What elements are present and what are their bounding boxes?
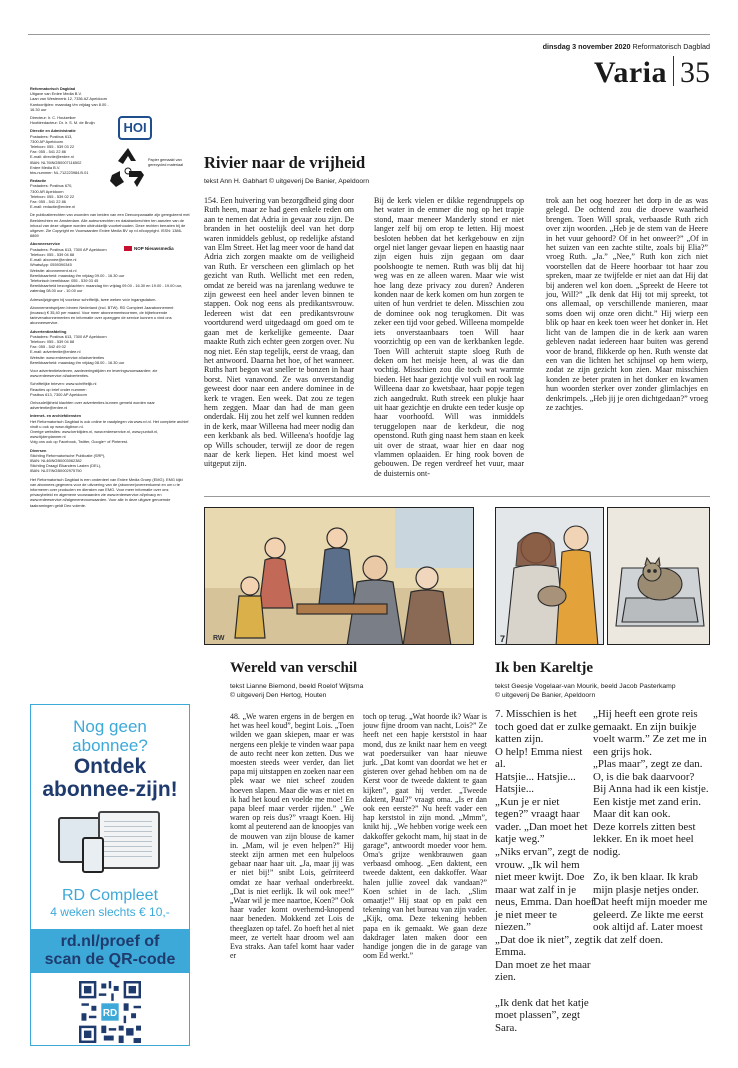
article-column: trok aan het oog hoezeer het dorp in de as was gelegd. De ochtend zou die droeve waarheid brengen. Toen Will sprak, verbaasde Ruth zich over zijn woorden. „Heb je de stem van de Heere in het vuur gehoord? Of in het onweer?” „Of in het suizen van een zachte stilte, zoals bij Elia?” vroeg Ruth. „Ja.” „Nee,” Ruth kon zich niet voorstellen dat de Heere hoorbaar tot haar zou spreken, maar ze twijfelde er niet aan dat Hij dat bij anderen wel kon doen. „Spreekt de Heere tot jou, Will?” „Ik denk dat Hij tot mij spreekt, tot ons allemaal, op verschillende manieren, maar soms doen wij onze oren dicht.” Hij wierp een blik op haar en keek toen weer het donker in. Het licht van de lampen die in de kerk aan waren gebleven nadat iedereen haar buiten was gerend voor de brand, flikkerde op hen. Ruth wenste dat een van die lichten het schijnsel op hem wierp, zodat ze zijn gezicht kon zien. Maar misschien konden ze beter praten in het donker en kwamen hun woorden sterker over zonder glimlachjes en denkrimpels. „Heb jij je oren dichtgedaan?” vroeg ze zachtjes. xyxy=(546,196,708,412)
newspaper-name: Reformatorisch Dagblad xyxy=(632,42,710,51)
ad-line-1: Nog geen xyxy=(73,717,147,736)
section-title: Varia xyxy=(593,56,667,89)
abonnee-heading: Abonneeservice xyxy=(30,241,61,247)
adv-line: Fax: 055 - 542 49 02 xyxy=(30,344,66,350)
phone-icon xyxy=(82,837,104,873)
nop-label: NOP Nieuwsmedia xyxy=(134,246,174,251)
admin-heading: Directie en Administratie xyxy=(30,128,76,134)
header-rule xyxy=(28,34,710,35)
cat-in-litter-box-illustration xyxy=(608,508,710,645)
abonnee-line: Bereikbaarheid: maandag t/m vrijdag 09.00 - 16.30 uur xyxy=(30,272,125,278)
newspaper-lines xyxy=(104,821,152,861)
recycle-caption: Papier gemaakt van gerecycled materiaal xyxy=(148,158,184,167)
nop-logo xyxy=(124,246,174,251)
credit-line: tekst Geesje Vogelaar-van Mourik, beeld Jacob Pasterkamp xyxy=(495,683,676,690)
abonnee-line: WhatsApp: 0559390345 xyxy=(30,262,72,268)
paragraph: „Hij heeft een grote reis gemaakt. En zijn buikje voelt warm.” Ze zet me in een grijs hok. xyxy=(593,708,707,758)
diversen-line: Stichting Reformatorische Publicatie (SRP), xyxy=(30,452,106,458)
admin-line: IBAN: NL76INGB0007116502 xyxy=(30,159,82,165)
ad-offer: 4 weken slechts € 10,- xyxy=(50,905,170,919)
nop-mark-icon xyxy=(124,246,132,251)
comic-panel-kareltje-1 xyxy=(495,507,604,645)
article-credit-wereld xyxy=(230,683,470,700)
comic-panel-wereld xyxy=(204,507,474,645)
article-title-kareltje: Ik ben Kareltje xyxy=(495,660,594,676)
admin-line: Telefoon: 055 - 539 03 22 xyxy=(30,144,75,150)
complaint-text: Onhoudelijkheid klachten over advertenties kunnen gemeld worden naar advertentie@erdee.nl xyxy=(30,399,155,411)
adv-line: Website: www.erdeeservice.nl/advertenties xyxy=(30,354,105,360)
credit-line: © uitgeverij De Banier, Apeldoorn xyxy=(495,691,596,699)
paragraph: „Ik denk dat het katje moet plassen”, zegt Sara. xyxy=(495,996,589,1034)
prices-text: Abonnementsprijzen binnen Nederland (incl. BTW). RD Compleet Jaarabonnement (incasso) € 35,40 per maand. Voor meer abonnementsvormen, de bijbehorende tarievenabonnementen en informatie over opzeggen de service kunnen u vind ons abonneeservice. xyxy=(30,304,174,326)
colophon-intro-2: Laan van Westenenk 12, 7336 AZ Apeldoorn xyxy=(30,96,108,102)
diversen-line: IBAN: NL57INGB0002975750 xyxy=(30,468,82,474)
paragraph: Bij Anna had ik een kistje. Een kistje met zand erin. Maar dit kan ook. xyxy=(593,783,709,821)
paragraph: Zo, ik ben klaar. Ik krab mijn plasje netjes onder. Dat heeft mijn moeder me geleerd. Ze likte me eerst ook altijd af. Later moest ik dat zelf doen. xyxy=(593,871,708,946)
adv-note: Voor advertentietarieven, aanleveringstijden en leveringsvoorwaarden: zie www.erdeeservice.nl/advertenties. xyxy=(30,367,158,379)
qr-code-icon[interactable] xyxy=(79,981,141,1043)
abonnee-line: Telefoon: 055 - 539 04 88 xyxy=(30,251,75,257)
address-note: Adreswijzigingen bij voorkeur schriftelijk, twee weken vóór ingangsdatum. xyxy=(30,296,157,302)
comic-panel-number: 7 xyxy=(500,634,506,644)
colophon-title: Reformatorisch Dagblad xyxy=(30,86,76,91)
ad-cta-line-2: scan de QR-code xyxy=(44,951,176,968)
article-column xyxy=(495,708,595,1034)
ad-product: RD Compleet xyxy=(61,887,159,904)
adv-line: E-mail: advertentie@erdee.nl xyxy=(30,349,81,355)
abonnee-line: Postadres: Postbus 613, 7300 AP Apeldoorn xyxy=(30,246,107,252)
abonnee-line: Bereikbaarheid bezorgklachten: maandag t/m vrijdag 09.00 - 16.30 en 19.00 - 19.00 uur, zaterdag 08.00 uur - 10.00 uur xyxy=(30,283,183,294)
colophon-intro-3: Kantoortijden: maandag t/m vrijdag van 8.00 - 16.30 uur xyxy=(30,101,109,112)
paragraph: 7. Misschien is het toch goed dat er zulke katten zijn. xyxy=(495,708,592,746)
abonnee-line: Website: abonnement.rd.nl xyxy=(30,267,77,273)
colophon-intro-1: Uitgave van Erdee Media B.V. xyxy=(30,91,82,97)
paragraph: „Dat doe ik niet”, zegt Emma. xyxy=(495,933,593,959)
subscription-ad[interactable] xyxy=(30,704,190,1046)
admin-line: E-mail: directie@erdee.nl xyxy=(30,154,74,160)
ad-line-2: abonnee? xyxy=(72,736,148,755)
redactie-line: Telefoon: 055 - 539 02 22 xyxy=(30,193,75,199)
adv-line: Telefoon: 055 - 539 04 88 xyxy=(30,338,75,344)
redactie-line: Postadres: Postbus 670, xyxy=(30,183,73,189)
paragraph: „Plas maar”, zegt ze dan. xyxy=(593,758,703,771)
ad-cta[interactable] xyxy=(31,929,189,973)
redactie-heading: Redactie xyxy=(30,178,47,184)
comic-panel-kareltje-2 xyxy=(607,507,710,645)
family-scene-illustration xyxy=(205,508,474,645)
credit-line: © uitgeverij Den Hertog, Houten xyxy=(230,691,327,699)
paragraph: O, is die bak daarvoor? xyxy=(593,770,695,783)
admin-line: Postadres: Postbus 613, xyxy=(30,133,73,139)
article-column xyxy=(593,708,711,946)
comic-signature: RW xyxy=(213,635,225,642)
redactie-line: Fax: 055 - 541 22 86 xyxy=(30,199,66,205)
adv-heading: Advertentieafdeling xyxy=(30,328,67,334)
article-title-rivier: Rivier naar de vrijheid xyxy=(204,153,366,172)
article-column: 154. Een huivering van bezorgdheid ging door Ruth heen, maar ze had geen enkele reden om aan te nemen dat Adria in gevaar zou zijn. De branden in het oostelijk deel van het dorp waren inmiddels geblust, op redelijke afstand van Elm Street. Het lag meer voor de hand dat Adria zich zorgen maakte om de veiligheid van Ruth. Er verscheen een glimlach op het gezicht van Ruth. Wellicht met een reden, omdat ze bereid was na jarenlang weduwe te zijn geweest een heel ander leven binnen te stappen. Ook nog eens als predikantsvrouw. Iedereen wist dat een predikantsvrouw voortdurend werd uitgedaagd om goed om te gaan met de kerkelijke gemeente. Daar maakte Ruth zich echter geen zorgen over. Nu nog niet. Eén stap tegelijk, eerst de vraag, dan het antwoord. Daarna het hoe, of het wanneer. Ruths hart begon wat sneller te bonzen in haar borst. Niet vanavond. Ze was onverstandig geweest door naar een andere dominee in de kerk te vragen. Een week. Dat zou ze tegen hem zeggen. Maar dan had de man geen onderdak. Hij zou het zelf wel kunnen redden in de kerk, maar Willeena had meer nodig dan een kerkbank als bed. Willeena's hoofdje lag op Wills schouder, terwijl ze door de regen naar de kerk liepen. Het kind moest wel uitgeput zijn. xyxy=(204,196,354,469)
section-header xyxy=(594,56,710,90)
article-column: toch op terug. „Wat hoorde ik? Waar is jouw fijne droom van nacht, Lois?” Ze heeft net een hapje kerststol in haar mond, dus ze knikt naar hem en veegt wat poedersuiker van haar nieuwe jurk. „Dat komt van doordat we het er gisteren over gehad hebben om na de Kerst voor de tweede daktent te gaan kijken”, gaat hij verder. „Tweede daktent, Paul?” vraagt oma. „Is er dan ook een eerste?” Nu heeft vader een hap kerststol in zijn mond. „Mmm”, knikt hij. „We hebben vorige week een dakkoffer gekocht mam, hij staat in de garage”, antwoordt moeder voor hem. Oma's grijze wenkbrauwen gaan verbaasd omhoog. „Een daktent, een tweede daktent, een dakkoffer. Waar halen jullie zoveel dak vandaan?” Koen schiet in de lach. „Slim omaatje!” Hij staat op en pakt een tekening van het bureau van zijn vader. „Kijk, oma. Deze tekening hebben papa en ik gemaakt. We gaan deze dakdrager laten maken door een handige jongen die in de garage van oom Ed werkt.” xyxy=(363,712,487,961)
ad-line-3: Ontdek xyxy=(73,755,147,778)
diversen-line: IBAN: NL46INGB0003062382 xyxy=(30,458,82,463)
admin-line: Erdee Media B.V. xyxy=(30,164,61,170)
internet-heading: Internet- en archiefdiensten xyxy=(30,413,82,419)
paragraph-gap xyxy=(495,984,595,997)
paragraph: „Niks ervan”, zegt de vrouw. „Ik wil hem niet meer kwijt. Doe maar wat zalf in je neus, Emma. Dan hoef je niet meer te niezen.” xyxy=(495,846,595,934)
diversen-line: Stichting Draagt Elkanders Lasten (DEL), xyxy=(30,463,102,469)
admin-line: 7300 AP Apeldoorn xyxy=(30,138,64,144)
paragraph: O help! Emma niest al. xyxy=(495,745,583,771)
other-sites-text: Overige websites: www.kerktijden.nl, www.erdeeservice.nl, www.puntuit.nl, www.tijdenplanner.nl xyxy=(30,428,159,440)
adv-line: Postadres: Postbus 613, 7300 AP Apeldoorn xyxy=(30,333,107,339)
article-credit-kareltje xyxy=(495,683,710,700)
ad-cta-line-1: rd.nl/proef of xyxy=(60,933,160,950)
article-column: 48. „We waren ergens in de bergen en het was heel koud”, begint Lois. „Toen wilden we gaan skiepen, maar er was nergens een plekje te vinden waar papa de auto recht neer kon zetten. Dus we moesten steeds weer verder, dan liet papa mij uitstappen en zoeken naar een plek waar we niet scheef zouden hoeven slapen. Maar die was er niet en ik had het koud en voelde me moe! En papa bleef maar verder rijden.” „We waren op reis dus?” vraagt Koen. Hij komt al peuterend aan de knoopjes van de mouwen van zijn blouse de kamer in. „Mam, wil je even helpen?” Hij steekt zijn armen met een hulpeloos gebaar naar haar uit. „Ja, maar jij was er niet bij!” snibt Lois, geïrriteerd omdat ze haar verhaal onderbreekt. „Dat is niet eerlijk. Ik wil ook mee!” „Waar wil je mee naartoe, Koen?” Ook haar vader komt overhemd-knopend naar beneden. Mokkend zet Lois de theeglazen op tafel. Zo hoeft het al niet meer, ze vertelt haar droom wel aan Eva straks. Aan tafel komt haar vader er xyxy=(230,712,355,961)
abonnee-line: E-mail: abonnee@erdee.nl xyxy=(30,257,77,263)
page-number: 35 xyxy=(680,56,710,89)
devices-illustration xyxy=(52,811,168,875)
ad-line-4: abonnee-zijn! xyxy=(42,778,178,801)
paragraph: Hatsjie... Hatsjie... Hatsjie... xyxy=(495,770,576,796)
section-divider-rule xyxy=(204,496,710,497)
article-title-wereld: Wereld van verschil xyxy=(230,660,358,676)
admin-line: btw-nummer: NL.712223984.B.01 xyxy=(30,170,89,176)
qr-label: RD xyxy=(102,1008,118,1020)
social-text: Volg ons ook op Facebook, Twitter, Google+ of Pinterest. xyxy=(30,439,129,445)
paragraph: Deze korrels zitten best lekker. En ik moet heel nodig. xyxy=(593,820,696,859)
internet-text: Het Reformatorisch Dagblad is ook online te raadplegen via www.rd.nl. Het complete archief vindt u ook op www.digibron.nl. xyxy=(30,418,189,429)
paragraph-gap xyxy=(593,859,711,872)
adv-line: Bereikbaarheid: maandag t/m vrijdag 08.00 - 16.30 uur xyxy=(30,359,125,365)
colophon-editor-in-chief: Hoofdredacteur: Dr. ir. S. M. de Bruijn xyxy=(30,120,95,126)
rights-text: De publicatierechten van woorden van beiden van een Deeconpanaatie zijn gereguleerd met Beeldrechten en Amsterdam. Alle auteursrechten en databankrechten ten aanzien van de inhoud van deze uitgave worden uitdrukkelijk voorbehouden. Deze rechten berusten bij de uitgever. Zie Copyright en Voorwaarden Erdee Media BV op rd.nl/copyright. ISSN: 1386-6869 xyxy=(30,212,190,239)
redactie-line: 7300 AR Apeldoorn xyxy=(30,188,64,194)
paragraph: Dan moet ze het maar zien. xyxy=(495,958,591,984)
diversen-heading: Diversen xyxy=(30,447,47,453)
hoi-logo: HOI xyxy=(118,116,152,140)
header-dateline xyxy=(543,42,710,51)
paragraph: „Kun je er niet tegen?” vraagt haar vader. „Dan moet het katje weg.” xyxy=(495,795,588,846)
issue-date: dinsdag 3 november 2020 xyxy=(542,42,631,51)
footer-text: Het Reformatorisch Dagblad is een onderdeel van Erdee Media Groep (EMG). EMG kijkt van abonnees gegevens voor de uitvoering van de (abonnee)overeenkomst en om u te informeren over producten en diensten van EMG. Voor meer informatie over ons privacybeleid en algemene voorwaarden zie www.erdeeservice.nl/privacy en www.erdeeservice.nl/algemenevoorwaarden. Voor alle in deze uitgave genoemde taakramingen geldt Deo volente. xyxy=(30,476,183,508)
admin-line: Fax: 055 - 541 22 86 xyxy=(30,149,66,155)
letters-text: Schriftelijke brieven: www.schriftelijk.nl Reacties op brief onder nummer: Postbus 613, 7300 AP Apeldoorn xyxy=(30,381,97,397)
recycle-icon xyxy=(106,145,150,189)
article-credit-rivier: tekst Ann H. Gabhart © uitgeverij De Banier, Apeldoorn xyxy=(204,178,370,185)
redactie-line: E-mail: redactie@erdee.nl xyxy=(30,204,76,210)
credit-line: tekst Lianne Biemond, beeld Roelof Wijtsma xyxy=(230,683,364,690)
section-divider xyxy=(673,56,674,86)
girl-with-cat-illustration xyxy=(496,508,604,645)
colophon-director: Directeur: Ir. C. Houtzeiker xyxy=(30,115,76,121)
abonnee-line: Telefonisch bereikbaar: 055 - 539 03 45 xyxy=(30,277,99,283)
article-column: Bij de kerk vielen er dikke regendruppels op het water in de emmer die nog op het trapje stond, maar meneer Manderly stond er niet langer zelf bij om erop te letten. Hij moest besloten hebben dat het kerkgebouw en zijn orgel niet langer gevaar liepen en haastig naar zijn eigen huis zijn gegaan om daar poolshoogte te nemen. Ruth was blij dat hij weg was en ze alleen waren. Maar wie wist hoe lang deze privacy zou duren? Anderen konden naar de kerk komen om hun zorgen te uiten of hun verdriet te delen. Misschien zou de dominee ook nog terugkomen. Dit was zeker een tijd voor gebed. Willeena mompelde iets onverstaanbaars toen Will haar voorzichtig op een van de kerkbanken legde. Toen Will achteruit stapte sloeg Ruth de deken om het meisje heen, al was die dan vochtig. Misschien zou die toch wat warmte bieden. Het haar gezichtje vol vuil en rook lag Willeena daar zo kwetsbaar, haar popje tegen zich aangedrukt. Ruth streek een plukje haar uit haar gezichtje en drukte een teder kusje op haar voorhoofd. Will was inmiddels teruggelopen naar de kerkdeur, die nog openstond. Ruth ging naast hem staan en keek uit over de straat, waar hier en daar nog vlammen oplaaiden. Er hing rook boven de gebouwen. De regen verdreef het vuur, maar de duisternis ont- xyxy=(374,196,524,478)
